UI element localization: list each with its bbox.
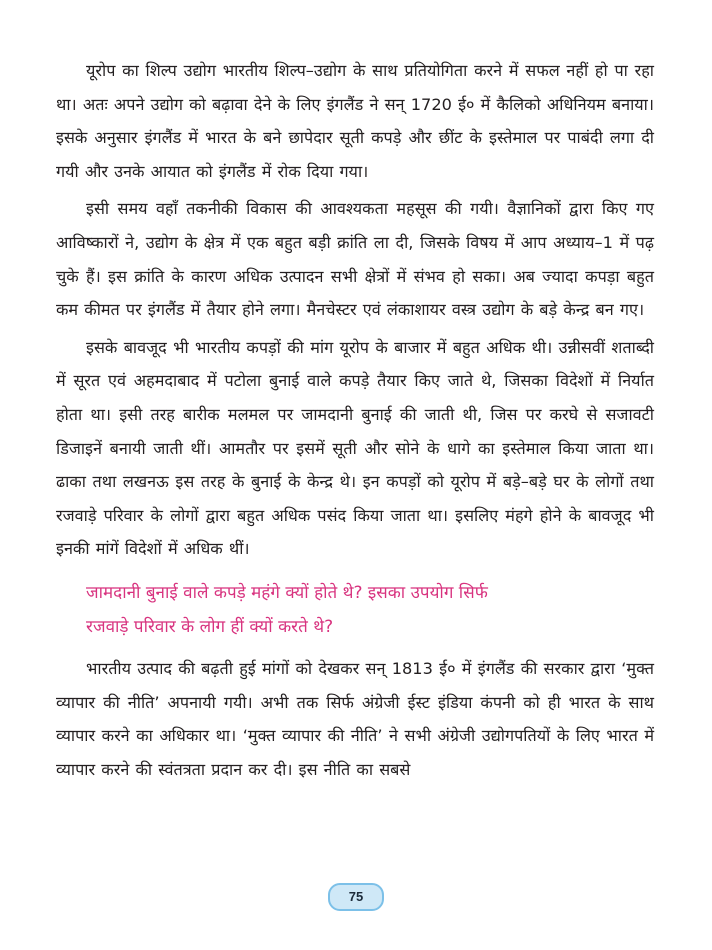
page-content: [56, 54, 654, 786]
question-line-1: जामदानी बुनाई वाले कपड़े महंगे क्यों होते थे? इसका उपयोग सिर्फ: [86, 582, 488, 603]
paragraph-industrial-revolution: इसी समय वहाँ तकनीकी विकास की आवश्यकता महसूस की गयी। वैज्ञानिकों द्वारा किए गए आविष्कारों ने, उद्योग के क्षेत्र में एक बहुत बड़ी क्रांति ला दी, जिसके विषय में आप अध्याय–1 में पढ़ चुके हैं। इस क्रांति के कारण अधिक उत्पादन सभी क्षेत्रों में संभव हो सका। अब ज्यादा कपड़ा बहुत कम कीमत पर इंगलैंड में तैयार होने लगा। मैनचेस्टर एवं लंकाशायर वस्त्र उद्योग के बड़े केन्द्र बन गए।: [56, 199, 654, 320]
page-number-badge: 75: [328, 883, 384, 911]
paragraph-indian-textile-demand: इसके बावजूद भी भारतीय कपड़ों की मांग यूरोप के बाजार में बहुत अधिक थी। उन्नीसवीं शताब्दी में सूरत एवं अहमदाबाद में पटोला बुनाई वाले कपड़े तैयार किए जाते थे, जिसका विदेशों में निर्यात होता था। इसी तरह बारीक मलमल पर जामदानी बुनाई की जाती थी, जिस पर करघे से सजावटी डिजाइनें बनायी जाती थीं। आमतौर पर इसमें सूती और सोने के धागे का इस्तेमाल किया जाता था। ढाका तथा लखनऊ इस तरह के बुनाई के केन्द्र थे। इन कपड़ों को यूरोप में बड़े–बड़े घर के लोगों तथा रजवाड़े परिवार के लोगों द्वारा बहुत अधिक पसंद किया जाता था। इसलिए मंहगे होने के बावजूद भी इनकी मांगें विदेशों में अधिक थीं।: [56, 337, 654, 559]
question-box: [56, 576, 654, 644]
paragraph-calico-act: यूरोप का शिल्प उद्योग भारतीय शिल्प–उद्योग के साथ प्रतियोगिता करने में सफल नहीं हो पा रहा था। अतः अपने उद्योग को बढ़ावा देने के लिए इंगलैंड ने सन् 1720 ई० में कैलिको अधिनियम बनाया। इसके अनुसार इंगलैंड में भारत के बने छापेदार सूती कपड़े और छींट के इस्तेमाल पर पाबंदी लगा दी गयी और उनके आयात को इंगलैंड में रोक दिया गया।: [56, 61, 654, 181]
question-line-2: रजवाड़े परिवार के लोग हीं क्यों करते थे?: [86, 616, 334, 637]
paragraph-free-trade-policy: भारतीय उत्पाद की बढ़ती हुई मांगों को देखकर सन् 1813 ई० में इंगलैंड की सरकार द्वारा ‘मुक्त व्यापार की नीति’ अपनायी गयी। अभी तक सिर्फ अंग्रेजी ईस्ट इंडिया कंपनी को ही भारत के साथ व्यापार करने का अधिकार था। ‘मुक्त व्यापार की नीति’ ने सभी अंग्रेजी उद्योगपतियों के लिए भारत में व्यापार करने की स्वंतत्रता प्रदान कर दी। इस नीति का सबसे: [56, 658, 654, 779]
page-footer: [0, 883, 712, 911]
